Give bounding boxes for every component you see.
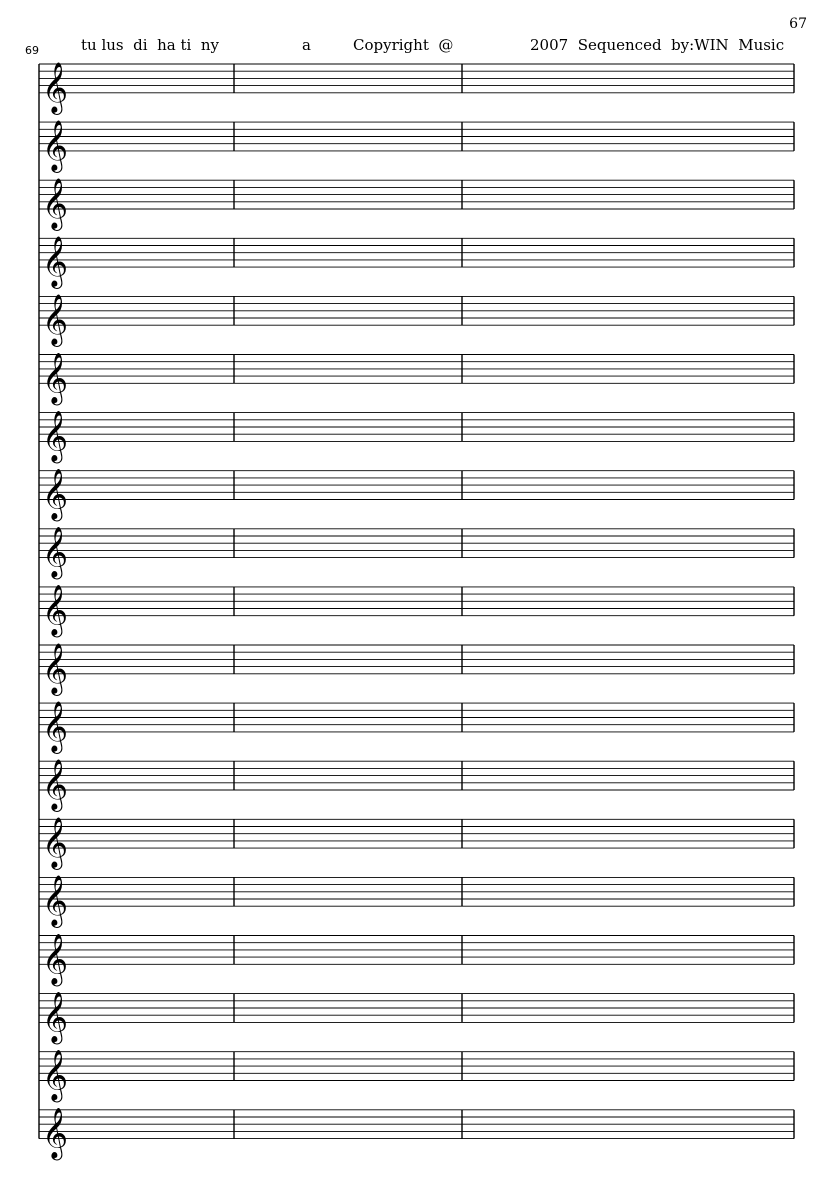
- treble-clef-icon: 𝄞: [42, 642, 69, 694]
- staff: [39, 585, 794, 638]
- lyric-sequenced-by: 2007 Sequenced by:WIN Music: [530, 36, 785, 54]
- treble-clef-icon: 𝄞: [42, 236, 69, 288]
- staff: [39, 991, 794, 1044]
- staff: [39, 701, 794, 754]
- staff: [39, 469, 794, 522]
- staff: [39, 527, 794, 580]
- lyric-syllables: tu lus di ha ti ny: [81, 36, 219, 54]
- staff: [39, 120, 794, 173]
- treble-clef-icon: 𝄞: [42, 410, 69, 462]
- treble-clef-icon: 𝄞: [42, 759, 69, 810]
- page-number: 67: [789, 16, 807, 32]
- staff: [39, 817, 794, 870]
- staff: [39, 294, 794, 347]
- staff: [39, 178, 794, 231]
- treble-clef-icon: 𝄞: [42, 584, 69, 636]
- treble-clef-icon: 𝄞: [42, 526, 69, 578]
- staff: [39, 410, 794, 463]
- treble-clef-icon: 𝄞: [42, 933, 69, 985]
- measure-number: 69: [25, 44, 39, 57]
- lyric-syllable-a: a: [302, 36, 311, 54]
- treble-clef-icon: 𝄞: [42, 119, 69, 171]
- treble-clef-icon: 𝄞: [42, 178, 69, 229]
- staff: [39, 236, 794, 289]
- treble-clef-icon: 𝄞: [42, 817, 69, 869]
- treble-clef-icon: 𝄞: [42, 468, 69, 520]
- staff: [39, 1050, 794, 1103]
- treble-clef-icon: 𝄞: [42, 352, 69, 404]
- treble-clef-icon: 𝄞: [42, 1107, 69, 1159]
- treble-clef-icon: 𝄞: [42, 61, 69, 113]
- staff: [39, 62, 794, 115]
- staff: [39, 643, 794, 696]
- staff: [39, 1108, 794, 1161]
- treble-clef-icon: 𝄞: [42, 991, 69, 1043]
- staff: [39, 759, 794, 812]
- treble-clef-icon: 𝄞: [42, 875, 69, 927]
- treble-clef-icon: 𝄞: [42, 700, 69, 752]
- staff: [39, 875, 794, 928]
- staff: [39, 352, 794, 405]
- treble-clef-icon: 𝄞: [42, 1049, 69, 1101]
- lyric-copyright: Copyright @: [353, 36, 454, 54]
- treble-clef-icon: 𝄞: [42, 294, 69, 346]
- staff: [39, 933, 794, 986]
